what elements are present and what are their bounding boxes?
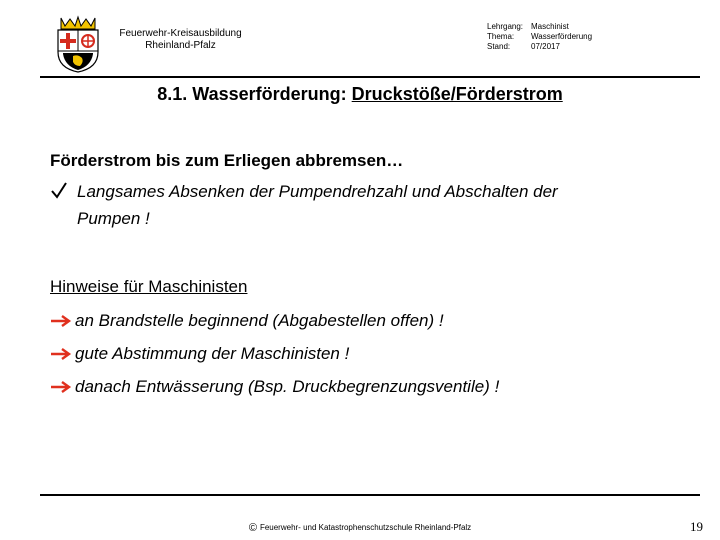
check-point-1 [77, 181, 677, 230]
footer-text: Feuerwehr- und Katastrophenschutzschule Rheinland-Pfalz [259, 523, 472, 533]
org-name-line2: Rheinland-Pfalz [145, 40, 216, 51]
check-point-1-line2: Pumpen ! [77, 209, 150, 228]
title-underlined: Druckstöße/Förderstrom [351, 84, 563, 104]
hint-item-2: gute Abstimmung der Maschinisten ! [75, 344, 350, 363]
page-number: 19 [690, 519, 703, 534]
footer-divider [40, 494, 700, 496]
arrow-right-icon [50, 380, 72, 394]
title-prefix: 8.1. Wasserförderung: [157, 84, 352, 104]
meta-label-course: Lehrgang: [487, 22, 524, 31]
footer [0, 523, 720, 533]
arrow-right-icon [50, 314, 72, 328]
checkmark-icon [50, 181, 68, 199]
meta-value-course: Maschinist [531, 22, 569, 31]
coat-of-arms-icon [53, 14, 103, 74]
hint-item-1: an Brandstelle beginnend (Abgabestellen offen) ! [75, 311, 444, 330]
check-point-1-line1: Langsames Absenken der Pumpendrehzahl und Abschalten der [77, 182, 558, 201]
meta-label-date: Stand: [487, 42, 511, 51]
hint-item-3: danach Entwässerung (Bsp. Druckbegrenzungsventile) ! [75, 377, 500, 396]
copyright-symbol: © [248, 522, 257, 534]
org-name-line1: Feuerwehr-Kreisausbildung [119, 28, 242, 39]
arrow-right-icon [50, 347, 72, 361]
meta-value-topic: Wasserförderung [531, 32, 593, 41]
hints-heading: Hinweise für Maschinisten [50, 277, 248, 296]
meta-value-date: 07/2017 [531, 42, 560, 51]
header-divider [40, 76, 700, 78]
page-title [0, 83, 720, 105]
meta-label-topic: Thema: [487, 32, 515, 41]
intro-text: Förderstrom bis zum Erliegen abbremsen… [50, 151, 404, 170]
